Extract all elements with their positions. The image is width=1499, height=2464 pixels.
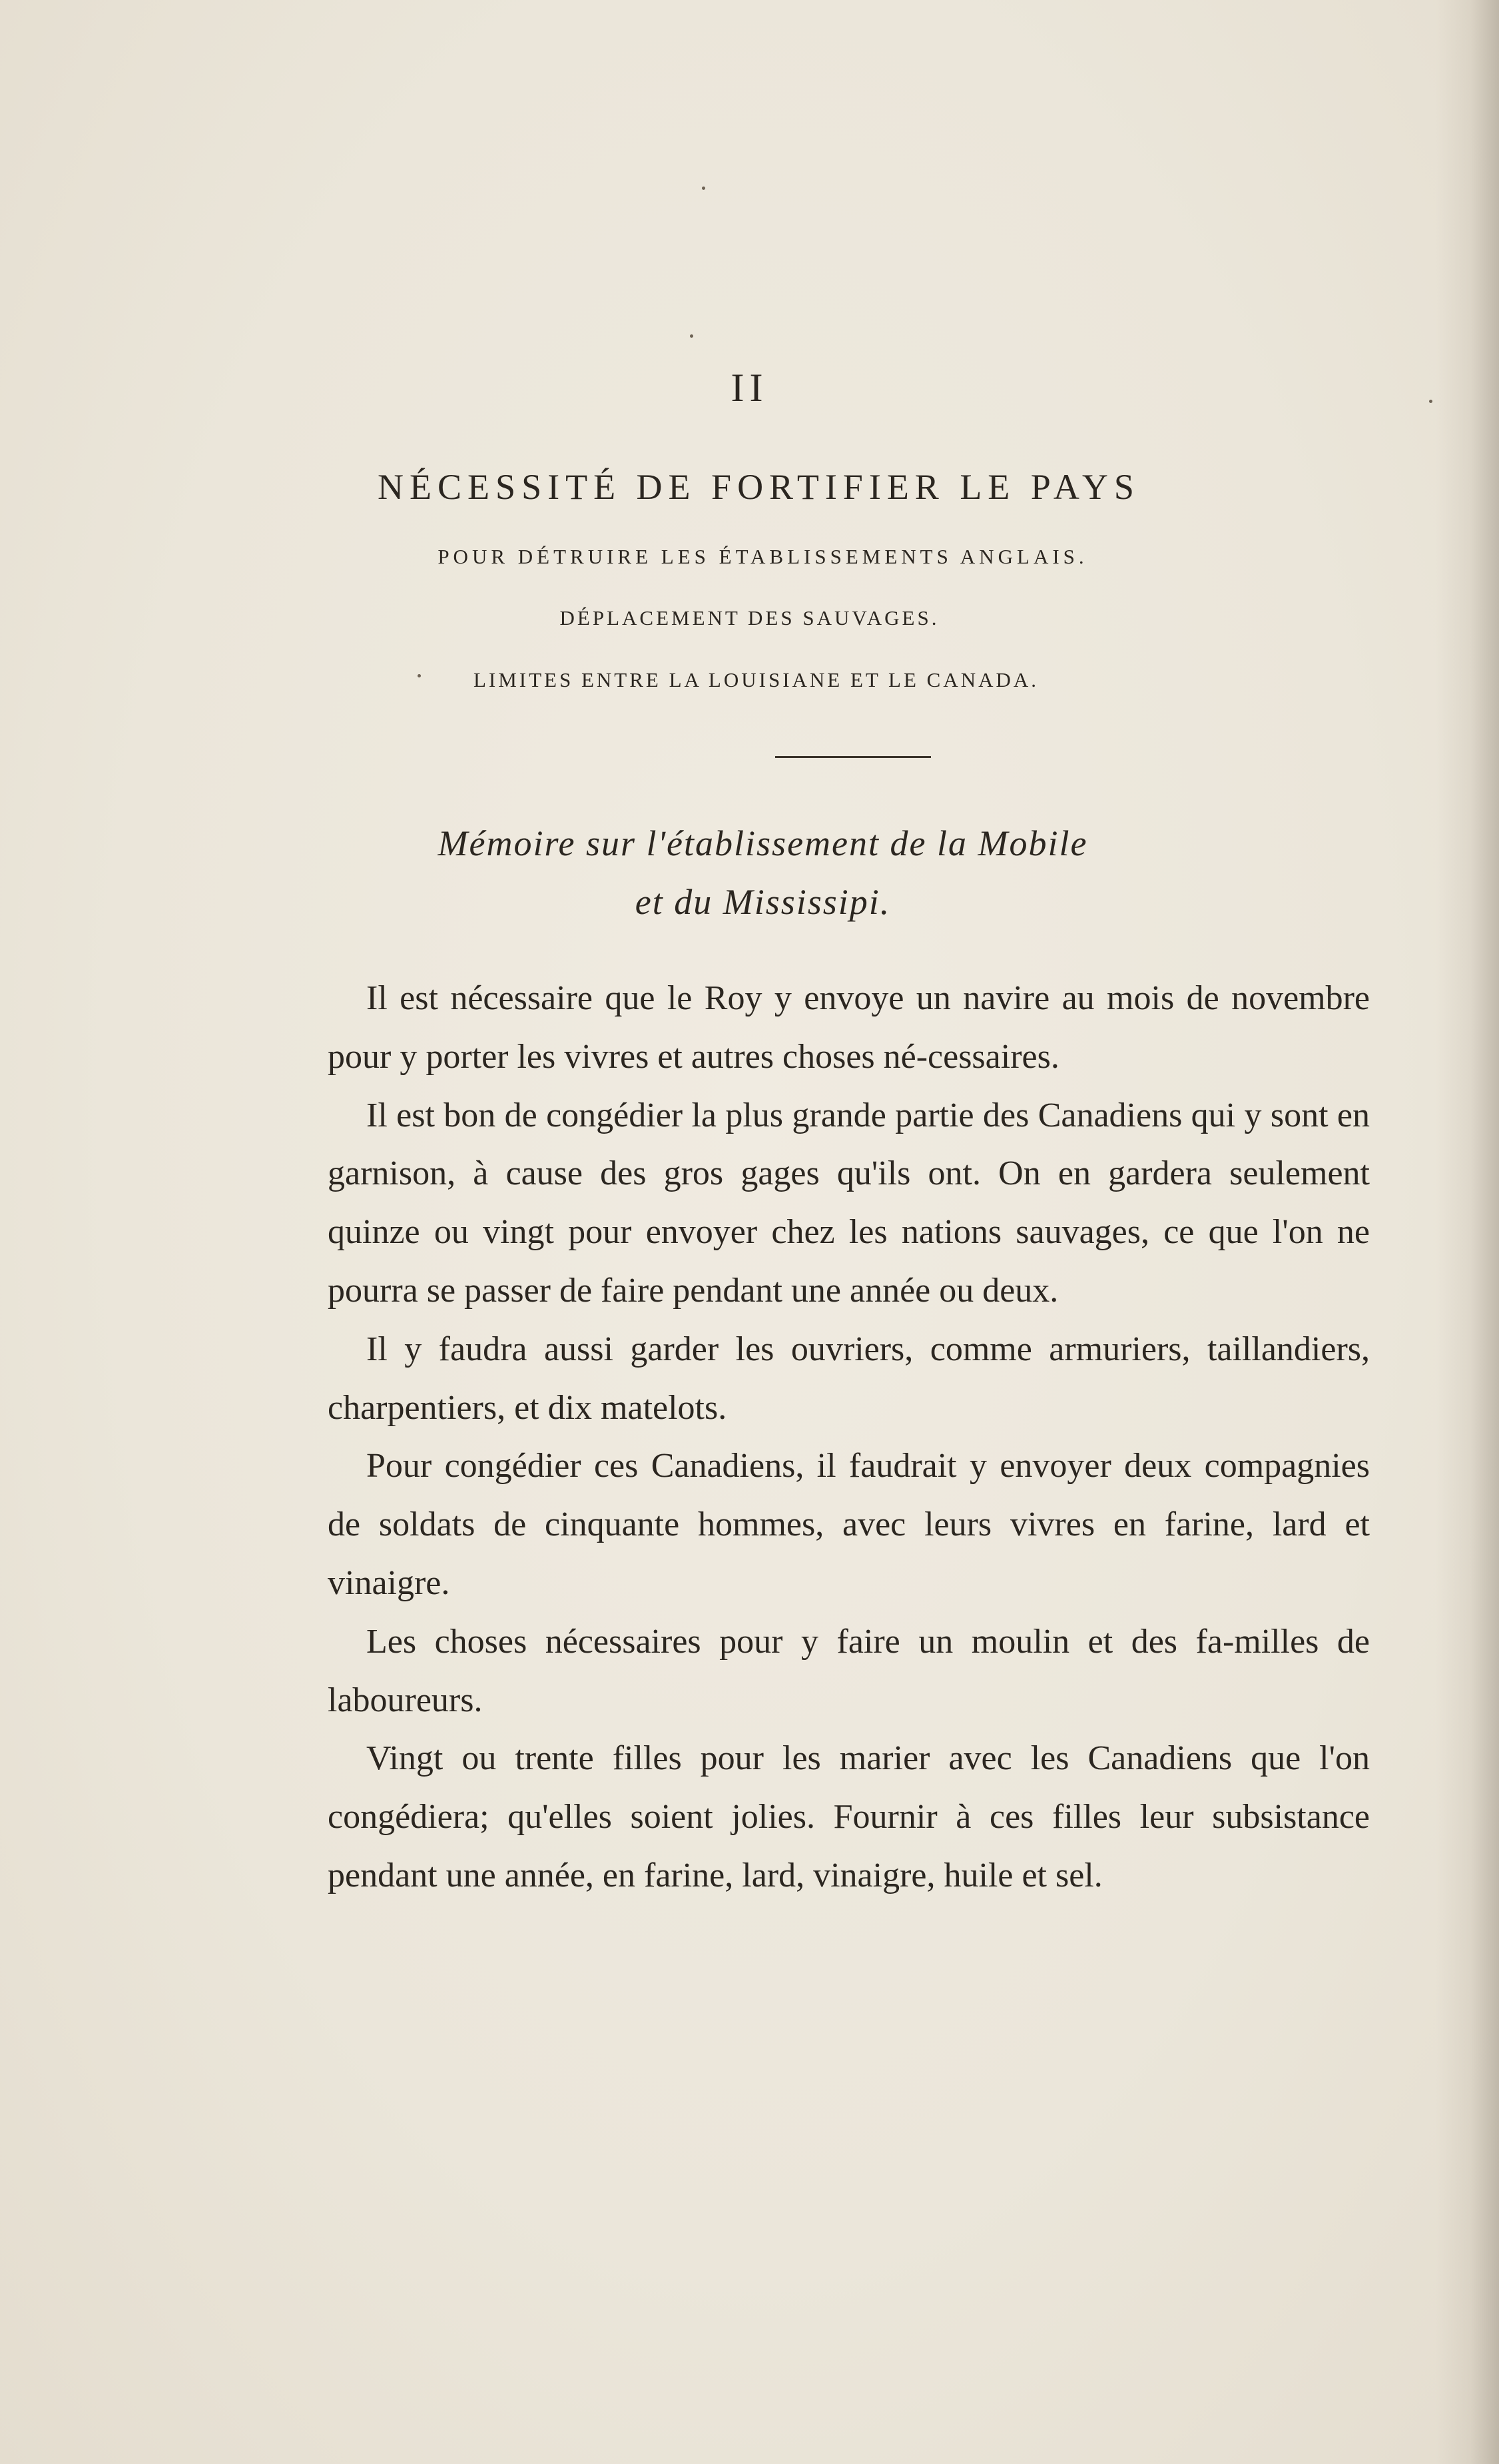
- body-text: [328, 969, 1370, 1905]
- chapter-title: NÉCESSITÉ DE FORTIFIER LE PAYS: [378, 467, 1140, 507]
- paragraph: Il y faudra aussi garder les ouvriers, comme armuriers, taillandiers, charpentiers, et dix matelots.: [328, 1330, 1370, 1427]
- chapter-subtitle-line: DÉPLACEMENT DES SAUVAGES.: [559, 606, 940, 629]
- memoire-title: [0, 814, 1499, 931]
- chapter-number: II: [731, 366, 768, 410]
- memoire-title-line: Mémoire sur l'établissement de la Mobile: [438, 823, 1088, 863]
- chapter-subtitle-line: LIMITES ENTRE LA LOUISIANE ET LE CANADA.: [473, 668, 1040, 691]
- memoire-title-line: et du Mississipi.: [635, 882, 891, 922]
- paragraph: Il est bon de congédier la plus grande partie des Canadiens qui y sont en garnison, à cause des gros gages qu'ils ont. On en gardera seulement quinze ou vingt pour envoyer chez les nations sauvages, ce que l'on ne pourra se passer de faire pendant une année ou deux.: [328, 1096, 1370, 1310]
- chapter-subtitle-line: POUR DÉTRUIRE LES ÉTABLISSEMENTS ANGLAIS.: [438, 545, 1088, 568]
- paragraph: Vingt ou trente filles pour les marier avec les Canadiens que l'on congédiera; qu'elles soient jolies. Fournir à ces filles leur subsistance pendant une année, en farine, lard, vinaigre, huile et sel.: [328, 1739, 1370, 1894]
- section-divider: [775, 756, 931, 758]
- paragraph: Il est nécessaire que le Roy y envoye un navire au mois de novembre pour y porter les vivres et autres choses né-cessaires.: [328, 979, 1370, 1076]
- paragraph: Les choses nécessaires pour y faire un moulin et des fa-milles de laboureurs.: [328, 1622, 1370, 1719]
- paper-speck: [702, 187, 705, 190]
- paper-speck: [690, 334, 693, 338]
- paragraph: Pour congédier ces Canadiens, il faudrait y envoyer deux compagnies de soldats de cinquante hommes, avec leurs vivres en farine, lard et vinaigre.: [328, 1447, 1370, 1602]
